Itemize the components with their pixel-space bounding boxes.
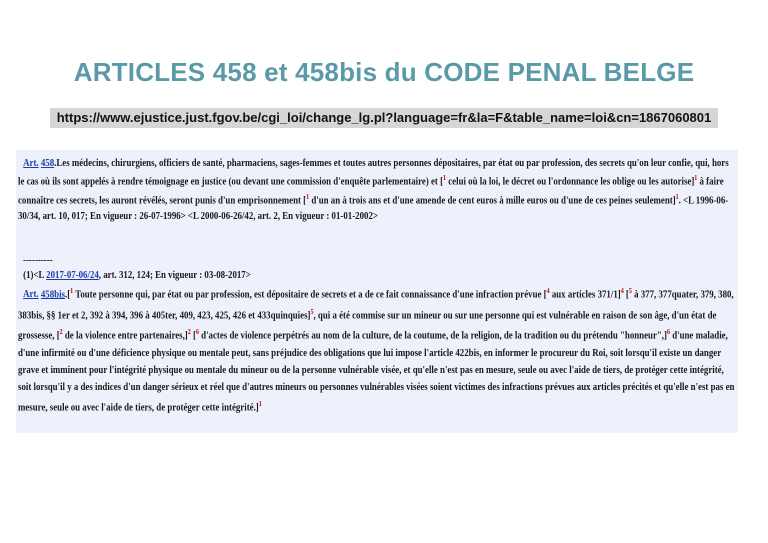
footnote-ref[interactable]: 4 bbox=[546, 287, 550, 295]
footnote-ref[interactable]: 1 bbox=[443, 174, 447, 183]
article-458 bbox=[18, 156, 736, 224]
art-458-text: celui où la loi, le décret ou l'ordonnance les oblige ou les autorise] bbox=[446, 176, 695, 188]
footnote-ref[interactable]: 4 bbox=[620, 287, 624, 295]
art-458bis-text: .[ bbox=[64, 289, 71, 301]
source-url: https://www.ejustice.just.fgov.be/cgi_loi/change_lg.pl?language=fr&la=F&table_name=loi&cn=1867060801 bbox=[50, 108, 718, 128]
footnote-ref[interactable]: 1 bbox=[306, 193, 310, 202]
footnote-prefix: (1)<L bbox=[23, 270, 47, 282]
art-458-text: .Les médecins, chirurgiens, officiers de santé, pharmaciens, sages-femmes et toutes autres personnes dépositaires, par état ou par profession, des secrets qu'on leur confie, qui, hors le cas où ils sont appelés à rendre témoignage en justice (ou devant une commission d'enquête parlementaire) et [ bbox=[18, 158, 729, 188]
art-link[interactable]: Art. bbox=[23, 158, 39, 169]
art-458bis-text: Toute personne qui, par état ou par profession, est dépositaire de secrets et a de ce fait connaissance d'une infraction prévue [ bbox=[73, 289, 547, 301]
art-458-text: à faire connaître ces secrets, les auront révélés, seront punis d'un emprisonnement [ bbox=[18, 176, 724, 207]
art-458bis-text: de la violence entre partenaires,] bbox=[62, 330, 188, 342]
footnote-ref[interactable]: 6 bbox=[195, 328, 199, 337]
art-458bis-text: [ bbox=[623, 289, 629, 301]
art-458bis-text: , qui a été commise sur un mineur ou sur une personne qui est vulnérable en raison de son âge, d'un état de grossesse, [ bbox=[18, 310, 717, 342]
art-458bis-link[interactable]: 458bis bbox=[40, 289, 65, 301]
art-458bis-text: d'une maladie, d'une infirmité ou d'une déficience physique ou mentale peut, sans préjudice des obligations que lui impose l'article 422bis, en informer le procureur du Roi, soit lorsqu'il existe un danger grave et imminent pour l'intégrité physique ou mentale du mineur ou de la personne vulnérable visée, et qu'elle n'est pas en mesure, seule ou avec l'aide de tiers, de protéger cette intégrité, soit lorsqu'il y a des indices d'un danger sérieux et réel que d'autres mineurs ou personnes vulnérables visées soient victimes des infractions prévues aux articles précités et qu'elle n'est pas en mesure, seule ou avec l'aide de tiers, de protéger cette intégrité.] bbox=[18, 330, 735, 414]
footnote-ref[interactable]: 1 bbox=[70, 287, 74, 295]
art-458bis-text: [ bbox=[190, 330, 196, 342]
art-458-text: . <L 1996-06-30/34, art. 10, 017; En vigueur : 26-07-1996> <L 2000-06-26/42, art. 2, En vigueur : 01-01-2002> bbox=[18, 195, 729, 223]
art-458bis-text: aux articles 371/1] bbox=[549, 289, 621, 301]
art-458-link[interactable]: 458 bbox=[40, 158, 55, 169]
separator-dashes: ---------- bbox=[23, 255, 53, 266]
footnote-ref[interactable]: 2 bbox=[59, 328, 63, 337]
footnote-ref[interactable]: 1 bbox=[694, 174, 698, 183]
footnote-ref[interactable]: 6 bbox=[666, 328, 670, 337]
footnote-block bbox=[18, 253, 736, 284]
footnote-ref[interactable]: 5 bbox=[628, 287, 632, 295]
footnote-ref[interactable]: 1 bbox=[675, 193, 679, 202]
footnote-suffix: , art. 312, 124; En vigueur : 03-08-2017> bbox=[98, 270, 251, 282]
art-458bis-text: à 377, 377quater, 379, 380, 383bis, §§ 1er et 2, 392 à 394, 396 à 405ter, 409, 423, 425, 426 et 433quinquies] bbox=[18, 289, 734, 322]
law-reference-link[interactable]: 2017-07-06/24 bbox=[46, 270, 99, 282]
article-458bis bbox=[18, 283, 736, 417]
page-title: ARTICLES 458 et 458bis du CODE PENAL BELGE bbox=[73, 57, 695, 87]
art-458bis-text: d'actes de violence perpétrés au nom de la culture, de la coutume, de la religion, de la tradition ou du prétendu "honneur",] bbox=[198, 330, 667, 342]
footnote-ref[interactable]: 5 bbox=[310, 307, 314, 316]
art-458-text: d'un an à trois ans et d'une amende de cent euros à mille euros ou d'une de ces peines seulement] bbox=[309, 195, 676, 207]
art-link[interactable]: Art. bbox=[23, 289, 39, 301]
law-text-panel bbox=[16, 150, 738, 433]
footnote-ref[interactable]: 2 bbox=[187, 328, 191, 337]
footnote-ref[interactable]: 1 bbox=[258, 400, 262, 409]
